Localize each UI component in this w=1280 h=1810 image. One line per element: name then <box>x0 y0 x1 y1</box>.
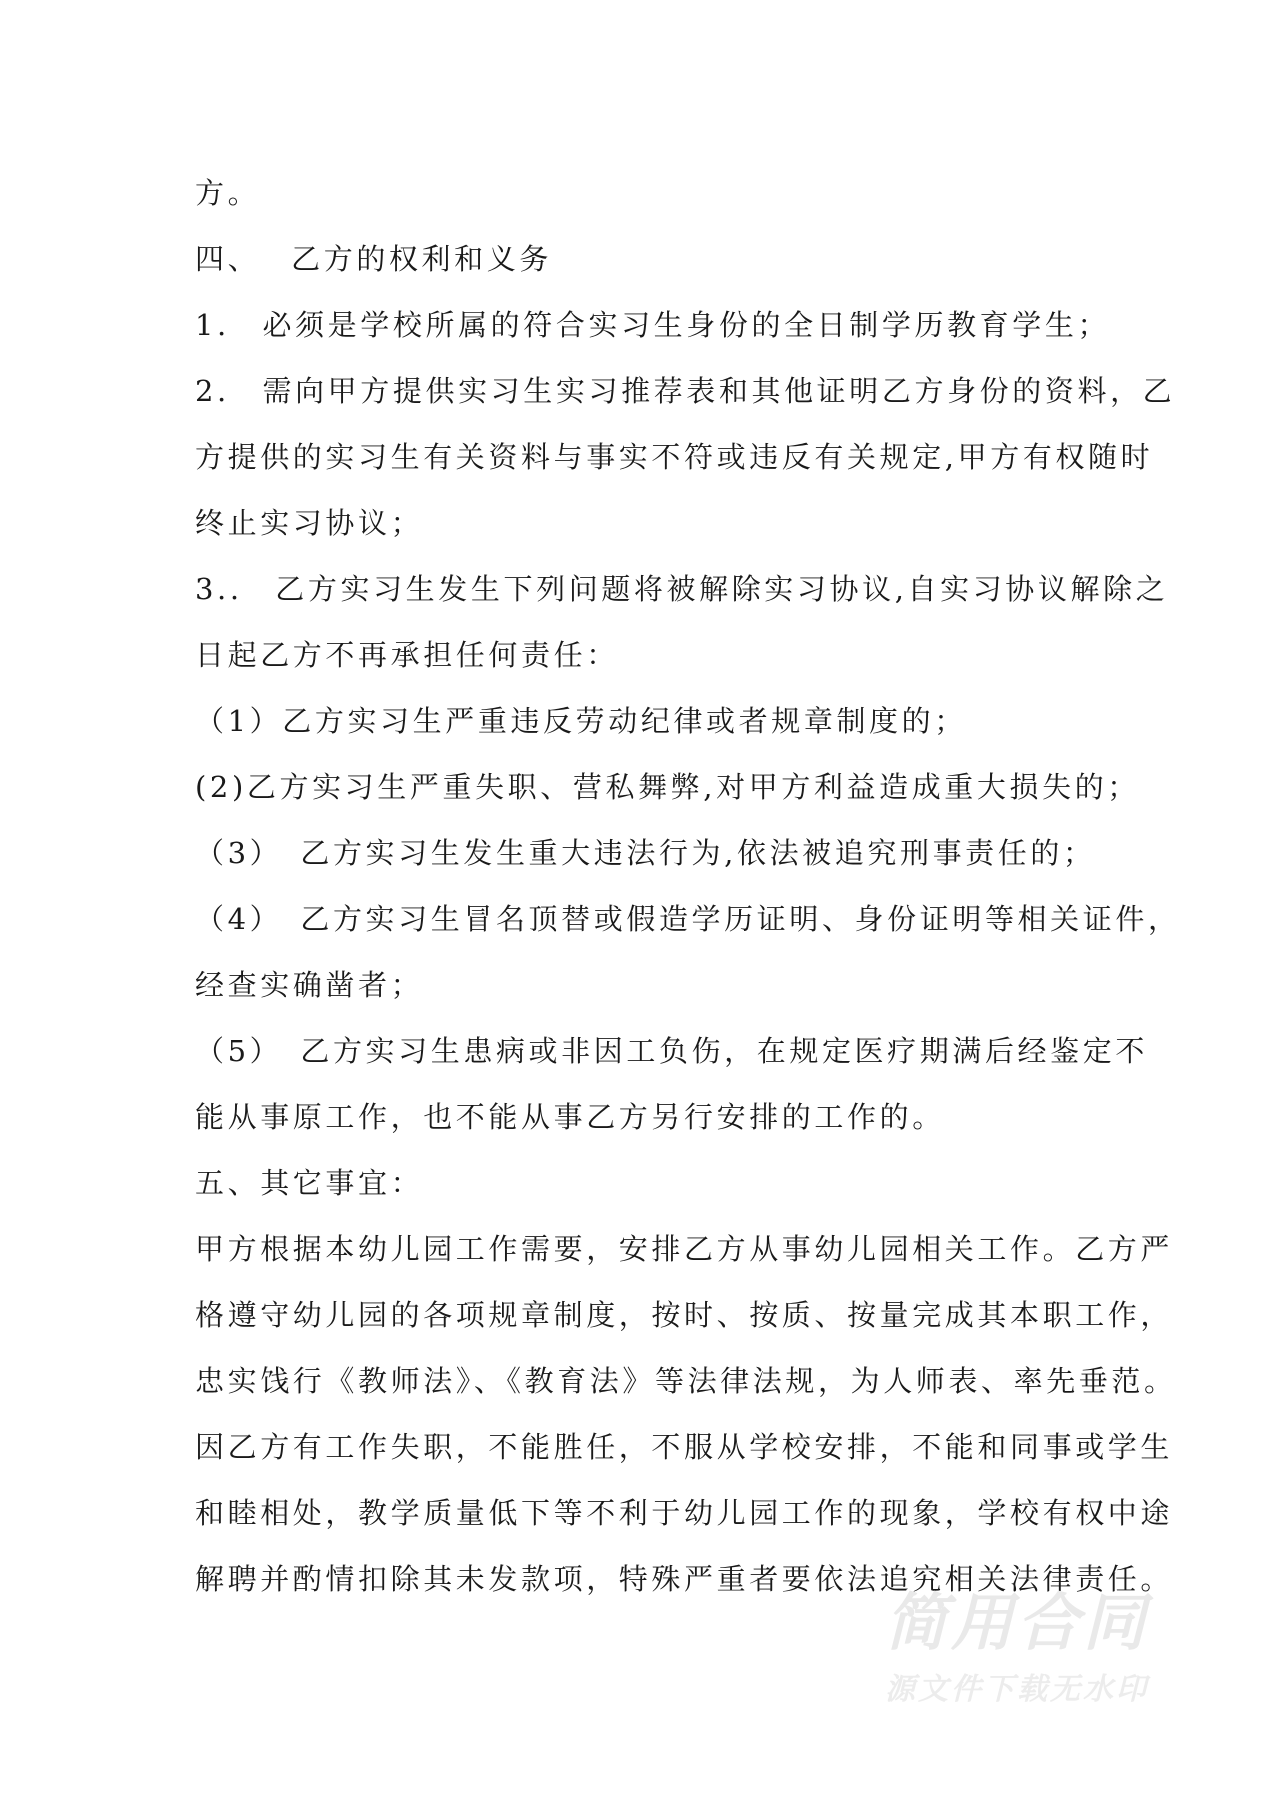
document-line: (2)乙方实习生严重失职、营私舞弊,对甲方利益造成重大损失的； <box>195 770 1140 804</box>
document-line: （4） 乙方实习生冒名顶替或假造学历证明、身份证明等相关证件， <box>195 902 1181 936</box>
document-line: 四、 乙方的权利和义务 <box>195 242 552 276</box>
watermark-brand: 简用合同 <box>885 1586 1150 1659</box>
document-line: （3） 乙方实习生发生重大违法行为,依法被追究刑事责任的； <box>195 836 1096 870</box>
document-line: （1）乙方实习生严重违反劳动纪律或者规章制度的； <box>195 704 967 738</box>
document-line: 方。 <box>195 176 261 210</box>
document-line: 和睦相处，教学质量低下等不利于幼儿园工作的现象，学校有权中途 <box>195 1496 1174 1530</box>
document-line: 格遵守幼儿园的各项规章制度，按时、按质、按量完成其本职工作， <box>195 1298 1174 1332</box>
document-line: 2. 需向甲方提供实习生实习推荐表和其他证明乙方身份的资料，乙 <box>195 374 1176 408</box>
document-line: 3.. 乙方实习生发生下列问题将被解除实习协议,自实习协议解除之 <box>195 572 1169 606</box>
watermark-tagline: 源文件下载无水印 <box>885 1672 1149 1707</box>
document-line: 日起乙方不再承担任何责任： <box>195 638 619 672</box>
document-body <box>195 160 1181 1612</box>
document-line: 忠实饯行《教师法》、《教育法》等法律法规，为人师表、率先垂范。 <box>195 1364 1177 1398</box>
document-line: 甲方根据本幼儿园工作需要，安排乙方从事幼儿园相关工作。乙方严 <box>195 1232 1174 1266</box>
document-line: 五、其它事宜： <box>195 1166 424 1200</box>
document-line: 方提供的实习生有关资料与事实不符或违反有关规定,甲方有权随时 <box>195 440 1154 474</box>
document-line: 因乙方有工作失职，不能胜任，不服从学校安排，不能和同事或学生 <box>195 1430 1174 1464</box>
document-line: 经查实确凿者； <box>195 968 424 1002</box>
document-line: （5） 乙方实习生患病或非因工负伤，在规定医疗期满后经鉴定不 <box>195 1034 1148 1068</box>
document-line: 终止实习协议； <box>195 506 424 540</box>
document-line: 1. 必须是学校所属的符合实习生身份的全日制学历教育学生； <box>195 308 1111 342</box>
document-line: 能从事原工作，也不能从事乙方另行安排的工作的。 <box>195 1100 945 1134</box>
document-line: 解聘并酌情扣除其未发款项，特殊严重者要依法追究相关法律责任。 <box>195 1562 1174 1596</box>
